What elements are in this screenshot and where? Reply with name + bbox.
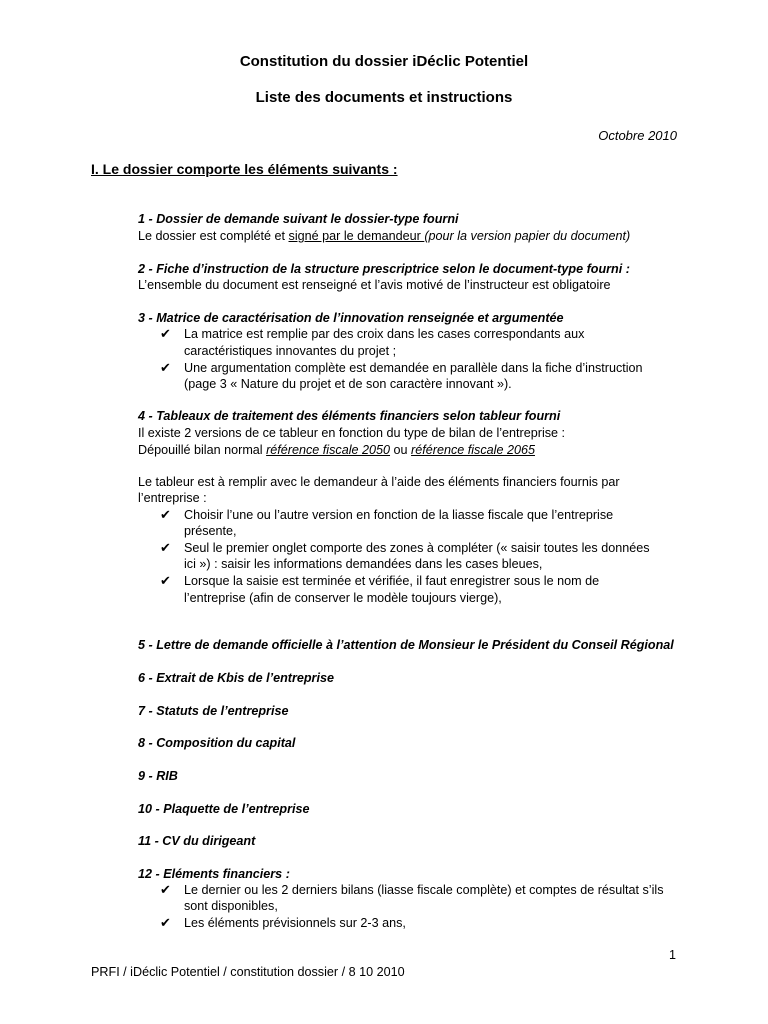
item-11-heading: 11 - CV du dirigeant: [138, 834, 256, 848]
item-1-text: [138, 228, 630, 245]
reference-2065-link[interactable]: référence fiscale 2065: [411, 443, 535, 457]
item-12-bullet-1-line-1: Le dernier ou les 2 derniers bilans (liasse fiscale complète) et comptes de résultat s’ils: [184, 883, 664, 897]
check-icon: ✔: [160, 326, 171, 341]
page-footer: PRFI / iDéclic Potentiel / constitution dossier / 8 10 2010: [91, 965, 405, 979]
item-3-bullet-1-line-2: caractéristiques innovantes du projet ;: [184, 344, 397, 358]
item-4-para-line-2: l’entreprise :: [138, 491, 207, 505]
item-4-bullet-2-line-2: ici ») : saisir les informations demandées dans les cases bleues,: [184, 557, 543, 571]
item-4-text-2: [138, 442, 535, 459]
check-icon: ✔: [160, 360, 171, 375]
item-7-heading: 7 - Statuts de l’entreprise: [138, 704, 289, 718]
section-heading: I. Le dossier comporte les éléments suivants :: [91, 161, 398, 177]
document-date: Octobre 2010: [598, 128, 677, 143]
check-icon: ✔: [160, 915, 171, 930]
item-4-bullet-3-line-1: Lorsque la saisie est terminée et vérifiée, il faut enregistrer sous le nom de: [184, 574, 600, 588]
item-4-para-line-1: Le tableur est à remplir avec le demandeur à l’aide des éléments financiers fournis par: [138, 475, 620, 489]
item-4-text-2-mid: ou: [390, 443, 412, 457]
item-2-heading: 2 - Fiche d’instruction de la structure prescriptrice selon le document-type fourni :: [138, 262, 630, 276]
item-3-bullet-2-line-2: (page 3 « Nature du projet et de son caractère innovant »).: [184, 377, 512, 391]
item-2-text: L’ensemble du document est renseigné et l’avis motivé de l’instructeur est obligatoire: [138, 278, 611, 292]
item-1-note: (pour la version papier du document): [424, 229, 631, 243]
check-icon: ✔: [160, 573, 171, 588]
item-4-bullet-1-line-1: Choisir l’une ou l’autre version en fonction de la liasse fiscale que l’entreprise: [184, 508, 614, 522]
item-4-bullet-1-line-2: présente,: [184, 524, 237, 538]
item-3-bullet-2-line-1: Une argumentation complète est demandée en parallèle dans la fiche d’instruction: [184, 361, 643, 375]
item-8-heading: 8 - Composition du capital: [138, 736, 296, 750]
item-4-text-1: Il existe 2 versions de ce tableur en fonction du type de bilan de l’entreprise :: [138, 426, 566, 440]
item-1-heading: 1 - Dossier de demande suivant le dossier-type fourni: [138, 212, 459, 226]
item-12-bullet-2-line-1: Les éléments prévisionnels sur 2-3 ans,: [184, 916, 406, 930]
item-9-heading: 9 - RIB: [138, 769, 178, 783]
item-6-heading: 6 - Extrait de Kbis de l’entreprise: [138, 671, 334, 685]
check-icon: ✔: [160, 882, 171, 897]
check-icon: ✔: [160, 507, 171, 522]
page-number: 1: [668, 948, 676, 962]
item-4-bullet-3-line-2: l’entreprise (afin de conserver le modèle toujours vierge),: [184, 591, 502, 605]
item-12-bullet-1-line-2: sont disponibles,: [184, 899, 278, 913]
item-4-text-2-pre: Dépouillé bilan normal: [138, 443, 267, 457]
item-3-heading: 3 - Matrice de caractérisation de l’innovation renseignée et argumentée: [138, 311, 564, 325]
item-1-text-pre: Le dossier est complété et: [138, 229, 289, 243]
reference-2050-link[interactable]: référence fiscale 2050: [266, 443, 391, 457]
item-4-bullet-2-line-1: Seul le premier onglet comporte des zones à compléter (« saisir toutes les données: [184, 541, 650, 555]
item-4-heading: 4 - Tableaux de traitement des éléments financiers selon tableur fourni: [138, 409, 561, 423]
document-subtitle: Liste des documents et instructions: [255, 89, 513, 106]
check-icon: ✔: [160, 540, 171, 555]
item-1-signed-text: signé par le demandeur: [288, 229, 425, 243]
item-3-bullet-1-line-1: La matrice est remplie par des croix dans les cases correspondants aux: [184, 327, 585, 341]
document-title: Constitution du dossier iDéclic Potentiel: [239, 53, 529, 70]
item-10-heading: 10 - Plaquette de l’entreprise: [138, 802, 310, 816]
item-12-heading: 12 - Eléments financiers :: [138, 867, 290, 881]
item-5-heading: 5 - Lettre de demande officielle à l’attention de Monsieur le Président du Conseil Régional: [138, 638, 674, 652]
